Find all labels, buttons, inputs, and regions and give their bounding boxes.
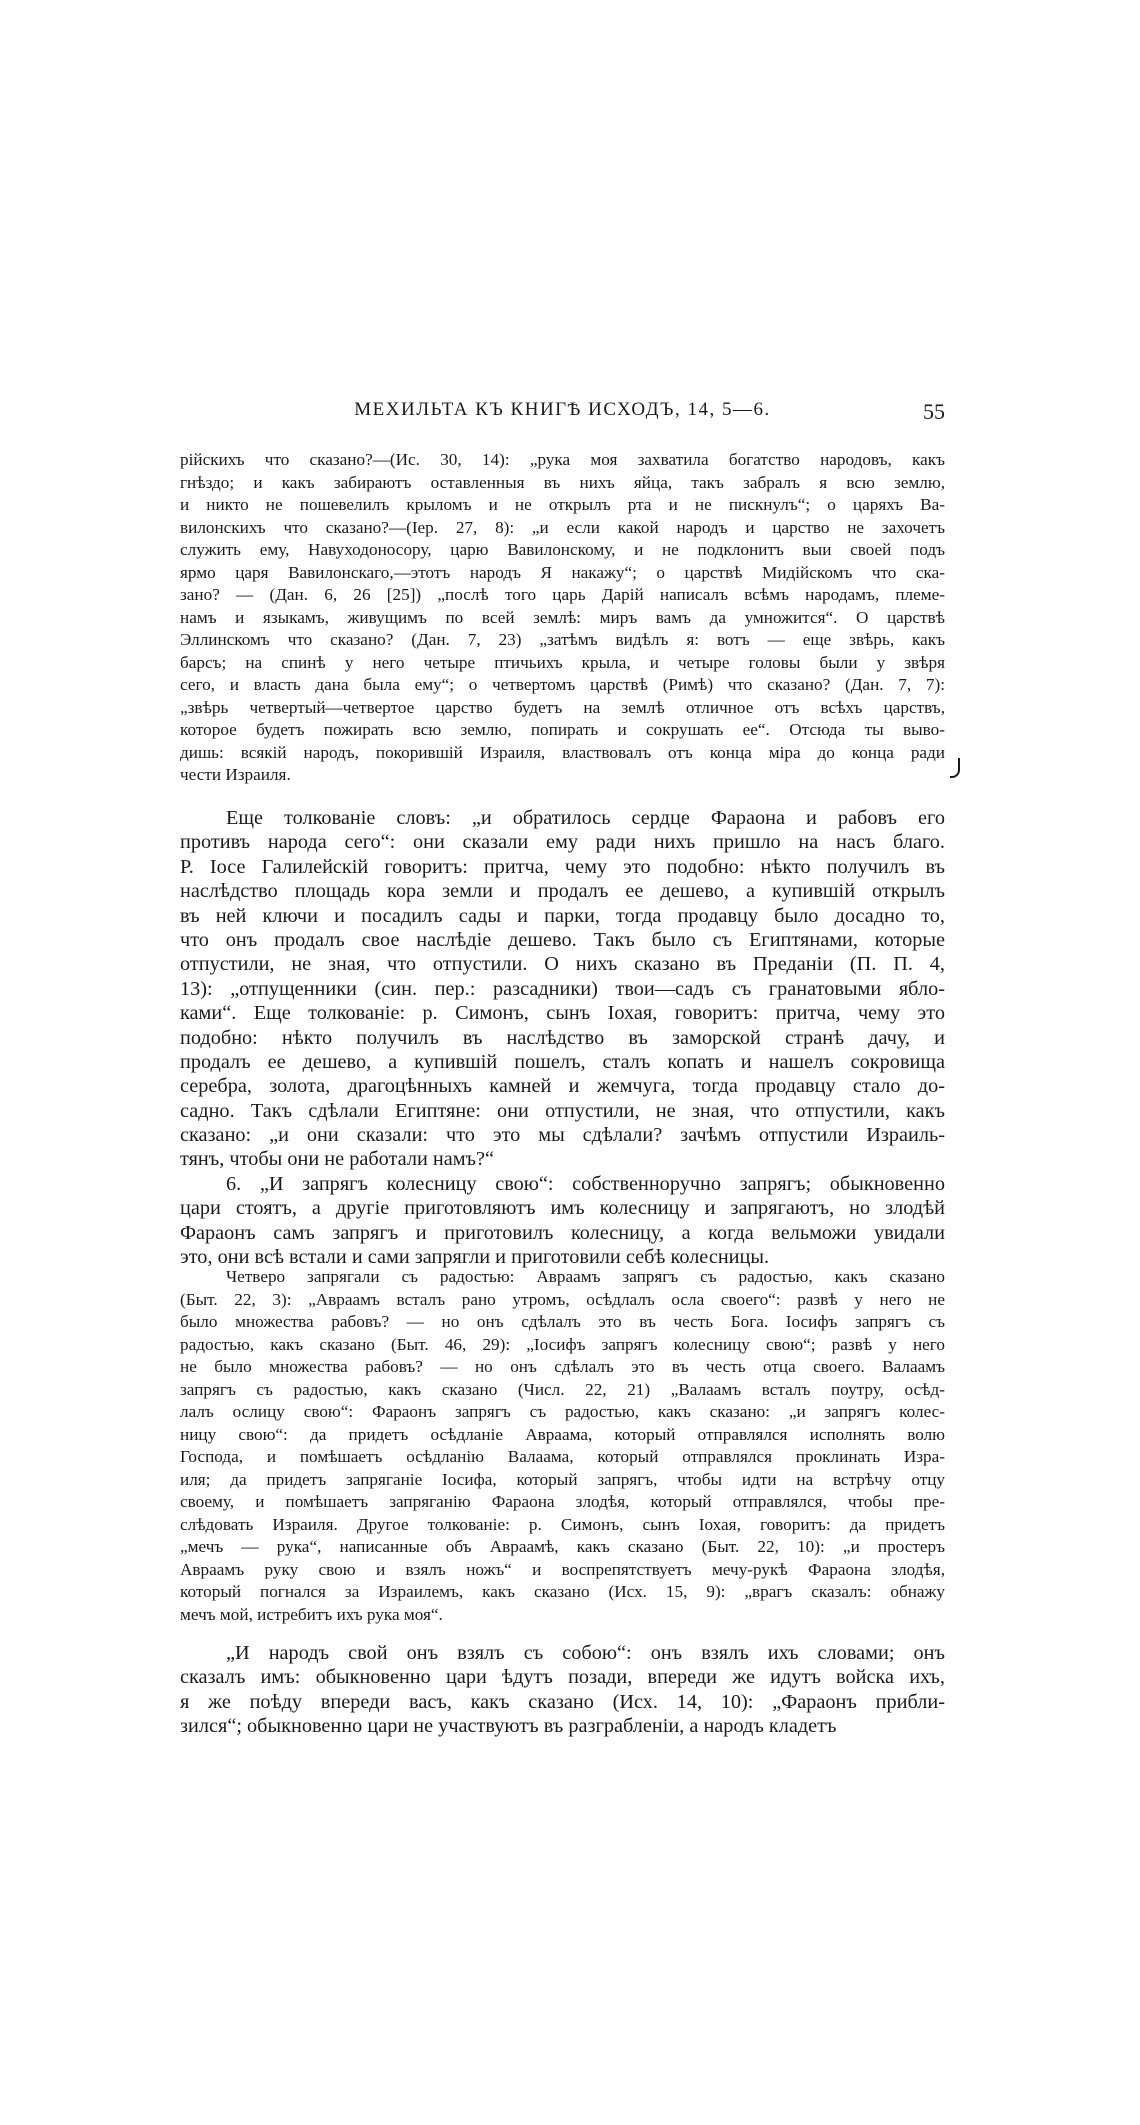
text-line: Фараонъ самъ запрягъ и приготовилъ колесницу, а когда вельможи увидали bbox=[180, 1221, 945, 1244]
text-line: и никто не пошевелилъ крыломъ и не открылъ рта и не пискнулъ“; о царяхъ Ва- bbox=[180, 495, 945, 514]
text-line: сказано: „и они сказали: что это мы сдѣлали? зачѣмъ отпустили Израиль- bbox=[180, 1124, 945, 1147]
text-line: сказалъ имъ: обыкновенно цари ѣдутъ позади, впереди же идутъ войска ихъ, bbox=[180, 1666, 945, 1689]
text-line: что онъ продалъ свое наслѣдіе дешево. Такъ было съ Египтянами, которые bbox=[180, 928, 945, 951]
text-line: барсъ; на спинѣ у него четыре птичьихъ крыла, и четыре головы были у звѣря bbox=[180, 652, 945, 672]
text-line: въ ней ключи и посадилъ сады и парки, тогда продавцу было досадно то, bbox=[180, 904, 945, 927]
paragraph-kingdoms bbox=[180, 449, 945, 787]
text-line: лалъ ослицу свою“: Фараонъ запрягъ съ радостью, какъ сказано: „и запрягъ колес- bbox=[180, 1402, 945, 1421]
text-line: наслѣдство площадь кора земли и продалъ ее дешево, а купившій открылъ bbox=[180, 880, 945, 903]
text-line: подобно: нѣкто получилъ въ наслѣдство въ заморской странѣ дачу, и bbox=[180, 1026, 945, 1049]
text-line: я же поѣду впереди васъ, какъ сказано (Исх. 14, 10): „Фараонъ прибли- bbox=[180, 1690, 945, 1713]
text-line: не было множества рабовъ? — но онъ сдѣлалъ это въ честь отца своего. Валаамъ bbox=[180, 1357, 945, 1376]
text-line: ницу свою“: да придетъ осѣдланіе Авраама, который отправлялся исполнять волю bbox=[180, 1424, 945, 1444]
paragraph-people bbox=[180, 1641, 945, 1739]
text-line: 6. „И запрягъ колесницу свою“: собственноручно запрягъ; обыкновенно bbox=[226, 1173, 945, 1195]
text-line: (Быт. 22, 3): „Авраамъ всталъ рано утромъ, осѣдлалъ осла своего“: развѣ у него не bbox=[180, 1289, 945, 1309]
text-line: это, они всѣ встали и сами запрягли и приготовили себѣ колесницы. bbox=[180, 1246, 770, 1269]
text-line: Эллинскомъ что сказано? (Дан. 7, 23) „затѣмъ видѣлъ я: вотъ — еще звѣрь, какъ bbox=[180, 630, 945, 649]
text-line: радостью, какъ сказано (Быт. 46, 29): „Іосифъ запрягъ колесницу свою“; развѣ у него bbox=[180, 1334, 945, 1354]
text-line: который погнался за Израилемъ, какъ сказано (Исх. 15, 9): „врагъ сказалъ: обнажу bbox=[180, 1582, 945, 1601]
text-line: намъ и языкамъ, живущимъ по всей землѣ: миръ вамъ да умножится“. О царствѣ bbox=[180, 607, 945, 627]
text-line: Господа, и помѣшаетъ осѣдланію Валаама, который отправлялся проклинать Изра- bbox=[180, 1447, 945, 1466]
text-line: ярмо царя Вавилонскаго,—этотъ народъ Я накажу“; о царствѣ Мидійскомъ что ска- bbox=[180, 562, 945, 582]
text-line: дишь: всякій народъ, покорившій Израиля, властвовалъ отъ конца міра до конца ради bbox=[180, 742, 945, 762]
text-line: вилонскихъ что сказано?—(Іер. 27, 8): „и если какой народъ и царство не захочетъ bbox=[180, 517, 945, 537]
text-line: гнѣздо; и какъ забираютъ оставленныя въ нихъ яйца, такъ забралъ я всю землю, bbox=[180, 472, 945, 492]
text-line: мечъ мой, истребитъ ихъ рука моя“. bbox=[180, 1604, 443, 1624]
running-header bbox=[180, 399, 945, 427]
text-line: серебра, золота, драгоцѣнныхъ камней и жемчуга, тогда продавцу стало до- bbox=[180, 1075, 945, 1098]
running-title: МЕХИЛЬТА КЪ КНИГѢ ИСХОДЪ, 14, 5—6. bbox=[354, 399, 771, 420]
text-line: зано? — (Дан. 6, 26 [25]) „послѣ того царь Дарій написалъ всѣмъ народамъ, племе- bbox=[180, 585, 945, 604]
text-line: которое будетъ пожирать всю землю, попирать и сокрушать ее“. Отсюда ты выво- bbox=[180, 720, 945, 739]
text-line: ками“. Еще толкованіе: р. Симонъ, сынъ Іохая, говоритъ: притча, чему это bbox=[180, 1002, 945, 1025]
text-line: Р. Іосе Галилейскій говоритъ: притча, чему это подобно: нѣкто получилъ въ bbox=[180, 855, 945, 878]
text-line: было множества рабовъ? — но онъ сдѣлалъ это въ честь Бога. Іосифъ запрягъ съ bbox=[180, 1312, 945, 1331]
text-line: Четверо запрягали съ радостью: Авраамъ запрягъ съ радостью, какъ сказано bbox=[226, 1267, 945, 1286]
text-line: тянъ, чтобы они не работали намъ?“ bbox=[180, 1148, 495, 1171]
paragraph-four-harnessed bbox=[180, 1266, 945, 1626]
text-line: „мечъ — рука“, написанные объ Авраамѣ, какъ сказано (Быт. 22, 10): „и простеръ bbox=[180, 1537, 945, 1556]
text-line: „И народъ свой онъ взялъ съ собою“: онъ взялъ ихъ словами; онъ bbox=[226, 1642, 945, 1664]
page-number: 55 bbox=[923, 399, 945, 424]
text-line: цари стоятъ, а другіе приготовляютъ имъ колесницу и запрягаютъ, но злодѣй bbox=[180, 1197, 945, 1220]
text-line: Авраамъ руку свою и взялъ ножъ“ и воспрепятствуетъ мечу-рукѣ Фараона злодѣя, bbox=[180, 1559, 945, 1579]
text-line: своему, и помѣшаетъ запряганію Фараона злодѣя, который отправлялся, чтобы пре- bbox=[180, 1492, 945, 1511]
paragraph-chariot bbox=[180, 1172, 945, 1270]
text-line: чести Израиля. bbox=[180, 765, 291, 784]
text-line: служить ему, Навуходоносору, царю Вавилонскому, и не подклонитъ выи своей подъ bbox=[180, 540, 945, 559]
text-line: сего, и власть дана была ему“; о четвертомъ царствѣ (Римѣ) что сказано? (Дан. 7, 7): bbox=[180, 675, 945, 694]
text-line: Еще толкованіе словъ: „и обратилось сердце Фараона и рабовъ его bbox=[226, 807, 945, 829]
text-line: 13): „отпущенники (син. пер.: разсадники) твои—садъ съ гранатовыми ябло- bbox=[180, 977, 945, 1000]
text-line: продалъ ее дешево, а купившій пошелъ, сталъ копать и нашелъ сокровища bbox=[180, 1050, 945, 1073]
text-line: противъ народа сего“: они сказали ему ради нихъ пришло на насъ благо. bbox=[180, 831, 945, 854]
text-line: отпустили, не зная, что отпустили. О нихъ сказано въ Преданіи (П. П. 4, bbox=[180, 953, 945, 976]
text-line: зился“; обыкновенно цари не участвуютъ въ разграбленіи, а народъ кладетъ bbox=[180, 1715, 837, 1738]
text-line: рійскихъ что сказано?—(Ис. 30, 14): „рука моя захватила богатство народовъ, какъ bbox=[180, 450, 945, 469]
text-line: запрягъ съ радостью, какъ сказано (Числ. 22, 21) „Валаамъ всталъ поутру, осѣд- bbox=[180, 1379, 945, 1399]
margin-mark bbox=[950, 758, 960, 778]
text-line: садно. Такъ сдѣлали Египтяне: они отпустили, не зная, что отпустили, какъ bbox=[180, 1099, 945, 1122]
text-line: слѣдовать Израиля. Другое толкованіе: р. Симонъ, сынъ Іохая, говоритъ: да придетъ bbox=[180, 1514, 945, 1534]
paragraph-interpretation bbox=[180, 806, 945, 1172]
text-line: иля; да придетъ запряганіе Іосифа, который запрягъ, чтобы идти на встрѣчу отцу bbox=[180, 1469, 945, 1489]
text-line: „звѣрь четвертый—четвертое царство будетъ на землѣ отличное отъ всѣхъ царствъ, bbox=[180, 697, 945, 717]
